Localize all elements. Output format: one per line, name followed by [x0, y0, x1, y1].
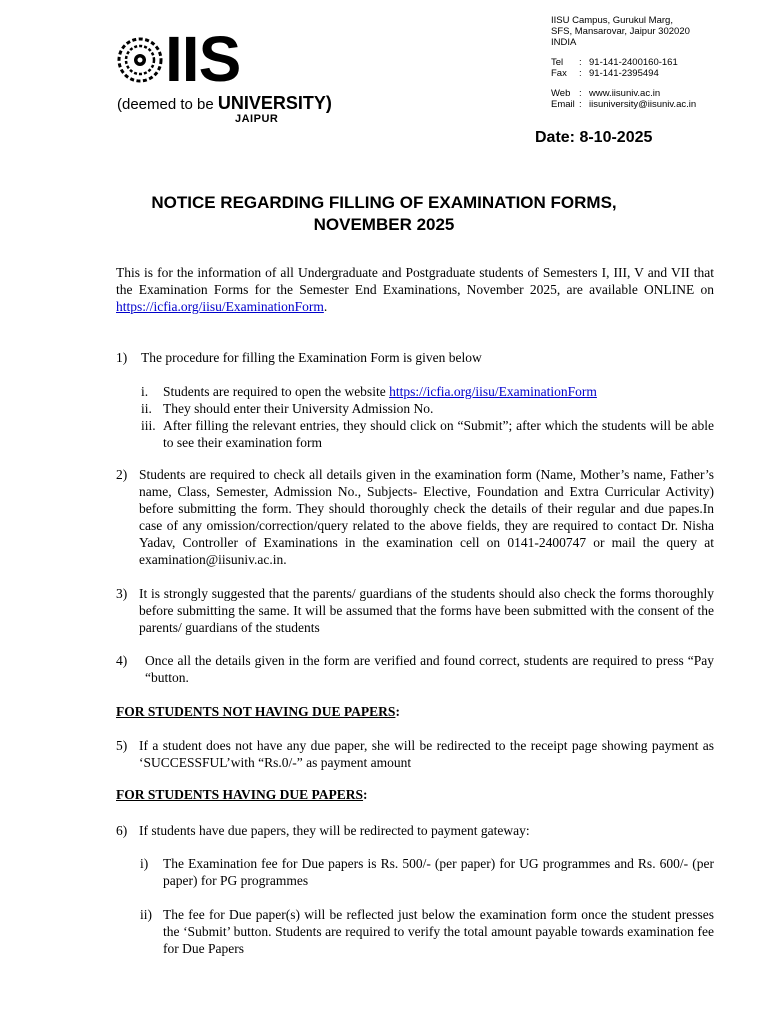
item-6-sub-2: The fee for Due paper(s) will be reflected just below the examination form once the student presses the ‘Submit’ button. Students are required to verify the total amount payable towards examination fee for Due Papers	[163, 907, 714, 956]
emblem-icon	[115, 34, 165, 86]
item-1-sub-2: They should enter their University Admission No.	[163, 401, 434, 416]
fax-value: 91-141-2395494	[589, 68, 659, 79]
subitem-number: iii.	[141, 418, 156, 433]
item-number: 3)	[116, 586, 128, 601]
item-number: 1)	[116, 350, 128, 365]
web-value: www.iisuniv.ac.in	[589, 88, 661, 99]
website-link[interactable]: https://icfia.org/iisu/ExaminationForm	[389, 384, 597, 399]
heading-not-due-papers: FOR STUDENTS NOT HAVING DUE PAPERS:	[116, 704, 400, 719]
subitem-number: i)	[140, 856, 149, 871]
heading-due-papers: FOR STUDENTS HAVING DUE PAPERS:	[116, 787, 368, 802]
item-1-sub-3: After filling the relevant entries, they should click on “Submit”; after which the students will be able to see their examination form	[163, 418, 714, 450]
item-number: 5)	[116, 738, 128, 753]
notice-title: NOTICE REGARDING FILLING OF EXAMINATION FORMS, NOVEMBER 2025	[151, 193, 617, 234]
item-2-text: Students are required to check all details given in the examination form (Name, Mother’s name, Father’s name, Class, Semester, Admission No., Subjects- Elective, Foundation and Extra Curricular Activity) before submitting the form. They should thoroughly check the details of their regular and due papes.In case of any omission/correction/query related to the above fields, they are required to contact Dr. Nisha Yadav, Controller of Examinations in the examination cell on 0141-2400747 or mail the query at examination@iisuniv.ac.in.	[139, 467, 714, 567]
item-number: 6)	[116, 823, 128, 838]
address-line: INDIA	[551, 37, 577, 48]
logo-jaipur: JAIPUR	[235, 113, 279, 125]
item-6-text: If students have due papers, they will be redirected to payment gateway:	[139, 823, 530, 838]
tel-row: Tel : 91-141-2400160-161	[551, 57, 678, 68]
web-row: Web : www.iisuniv.ac.in	[551, 88, 661, 99]
item-5-text: If a student does not have any due paper, she will be redirected to the receipt page showing payment as ‘SUCCESSFUL’with “Rs.0/-” as payment amount	[139, 738, 714, 770]
university-logo	[115, 23, 332, 130]
notice-date: Date: 8-10-2025	[535, 129, 653, 146]
item-number: 4)	[116, 653, 128, 668]
item-6-sub-1: The Examination fee for Due papers is Rs. 500/- (per paper) for UG programmes and Rs. 600/- (per paper) for PG programmes	[163, 856, 714, 888]
logo-iis: IIS	[165, 23, 241, 95]
email-row: Email : iisuniversity@iisuniv.ac.in	[551, 99, 697, 110]
exam-form-link[interactable]: https://icfia.org/iisu/ExaminationForm	[116, 299, 324, 314]
intro-paragraph: This is for the information of all Undergraduate and Postgraduate students of Semesters I, III, V and VII that the Examination Forms for the Semester End Examinations, November 2025, are available ONLINE on https://icfia.org/iisu/ExaminationForm.	[116, 265, 714, 314]
item-number: 2)	[116, 467, 128, 482]
tel-value: 91-141-2400160-161	[589, 57, 678, 68]
address-line: IISU Campus, Gurukul Marg,	[551, 15, 673, 26]
item-4-text: Once all the details given in the form are verified and found correct, students are required to press “Pay “button.	[145, 653, 714, 685]
address-line: SFS, Mansarovar, Jaipur 302020	[551, 26, 690, 37]
fax-row: Fax : 91-141-2395494	[551, 68, 659, 79]
contact-block	[551, 15, 696, 110]
subitem-number: ii.	[141, 401, 152, 416]
subitem-number: i.	[141, 384, 149, 399]
logo-deemed: (deemed to be UNIVERSITY)	[117, 93, 332, 113]
item-1-sub-1: Students are required to open the website https://icfia.org/iisu/ExaminationForm	[163, 384, 597, 399]
item-3-text: It is strongly suggested that the parents/ guardians of the students should also check the forms thoroughly before submitting the same. It will be assumed that the forms have been submitted with the consent of the parents/ guardians of the students	[139, 586, 714, 635]
subitem-number: ii)	[140, 907, 152, 922]
email-value: iisuniversity@iisuniv.ac.in	[589, 99, 697, 110]
item-1-text: The procedure for filling the Examination Form is given below	[141, 350, 482, 365]
